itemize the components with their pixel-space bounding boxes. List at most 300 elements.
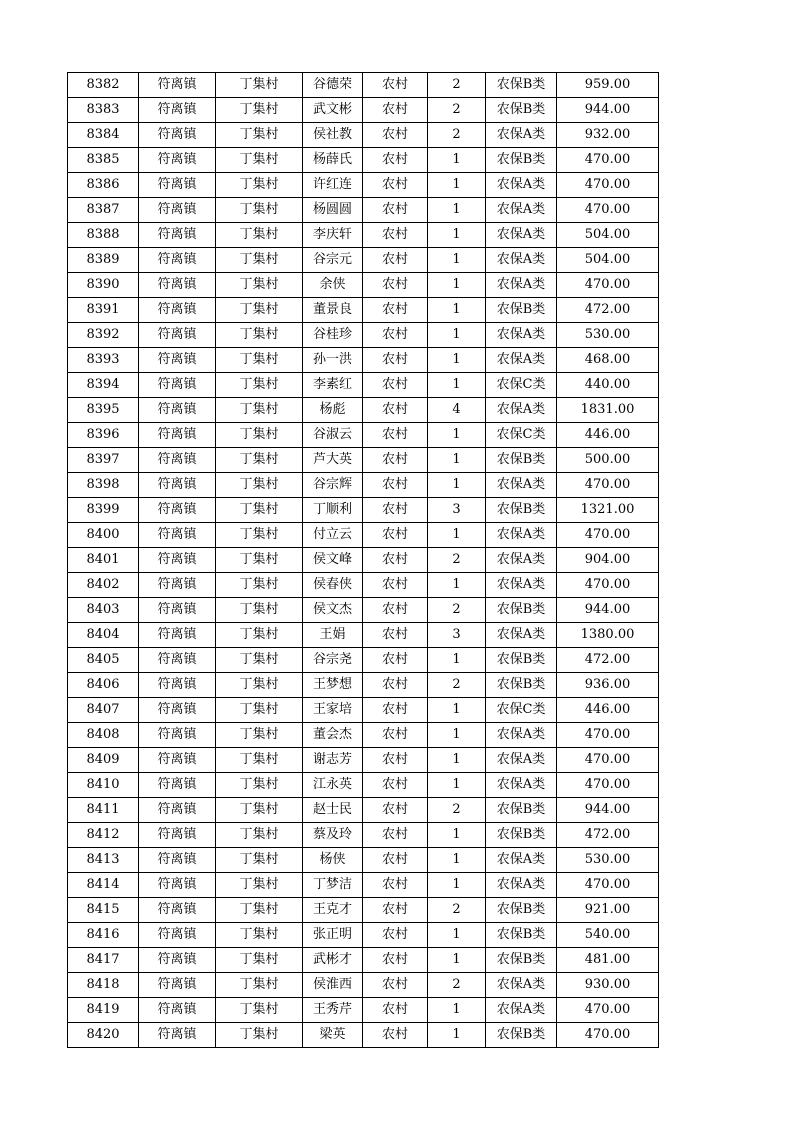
name-cell: 董会杰	[303, 723, 363, 748]
table-row	[68, 723, 659, 748]
household-size-cell: 1	[428, 223, 486, 248]
insurance-category-cell: 农保A类	[486, 723, 557, 748]
insurance-category-cell: 农保A类	[486, 198, 557, 223]
amount-cell: 470.00	[557, 998, 659, 1023]
household-size-cell: 1	[428, 373, 486, 398]
village-cell: 丁集村	[216, 73, 303, 98]
name-cell: 杨彪	[303, 398, 363, 423]
name-cell: 王克才	[303, 898, 363, 923]
township-cell: 符离镇	[139, 598, 216, 623]
township-cell: 符离镇	[139, 373, 216, 398]
household-size-cell: 2	[428, 123, 486, 148]
household-size-cell: 1	[428, 148, 486, 173]
table-row	[68, 123, 659, 148]
table-row	[68, 423, 659, 448]
household-size-cell: 1	[428, 923, 486, 948]
insurance-category-cell: 农保B类	[486, 648, 557, 673]
village-cell: 丁集村	[216, 898, 303, 923]
name-cell: 丁梦洁	[303, 873, 363, 898]
record-id-cell: 8398	[68, 473, 139, 498]
insurance-category-cell: 农保A类	[486, 873, 557, 898]
record-id-cell: 8403	[68, 598, 139, 623]
record-id-cell: 8412	[68, 823, 139, 848]
amount-cell: 944.00	[557, 798, 659, 823]
household-size-cell: 2	[428, 673, 486, 698]
record-id-cell: 8396	[68, 423, 139, 448]
record-id-cell: 8383	[68, 98, 139, 123]
insurance-category-cell: 农保B类	[486, 148, 557, 173]
household-type-cell: 农村	[363, 98, 428, 123]
household-type-cell: 农村	[363, 273, 428, 298]
household-type-cell: 农村	[363, 298, 428, 323]
household-type-cell: 农村	[363, 323, 428, 348]
name-cell: 董景良	[303, 298, 363, 323]
township-cell: 符离镇	[139, 473, 216, 498]
table-row	[68, 98, 659, 123]
household-type-cell: 农村	[363, 448, 428, 473]
household-size-cell: 1	[428, 773, 486, 798]
township-cell: 符离镇	[139, 348, 216, 373]
township-cell: 符离镇	[139, 898, 216, 923]
table-row	[68, 773, 659, 798]
table-row	[68, 498, 659, 523]
township-cell: 符离镇	[139, 1023, 216, 1048]
village-cell: 丁集村	[216, 148, 303, 173]
village-cell: 丁集村	[216, 973, 303, 998]
name-cell: 侯淮西	[303, 973, 363, 998]
record-id-cell: 8388	[68, 223, 139, 248]
table-row	[68, 448, 659, 473]
household-type-cell: 农村	[363, 648, 428, 673]
village-cell: 丁集村	[216, 273, 303, 298]
insurance-category-cell: 农保A类	[486, 473, 557, 498]
insurance-category-cell: 农保B类	[486, 823, 557, 848]
amount-cell: 472.00	[557, 298, 659, 323]
table-row	[68, 923, 659, 948]
table-row	[68, 148, 659, 173]
household-type-cell: 农村	[363, 123, 428, 148]
records-table	[67, 72, 659, 1048]
amount-cell: 470.00	[557, 273, 659, 298]
village-cell: 丁集村	[216, 398, 303, 423]
table-row	[68, 323, 659, 348]
records-table-body	[68, 73, 659, 1048]
record-id-cell: 8391	[68, 298, 139, 323]
name-cell: 余侠	[303, 273, 363, 298]
household-type-cell: 农村	[363, 948, 428, 973]
household-size-cell: 1	[428, 198, 486, 223]
village-cell: 丁集村	[216, 573, 303, 598]
amount-cell: 1380.00	[557, 623, 659, 648]
insurance-category-cell: 农保B类	[486, 98, 557, 123]
amount-cell: 446.00	[557, 423, 659, 448]
township-cell: 符离镇	[139, 623, 216, 648]
household-type-cell: 农村	[363, 798, 428, 823]
village-cell: 丁集村	[216, 698, 303, 723]
household-type-cell: 农村	[363, 398, 428, 423]
table-row	[68, 948, 659, 973]
village-cell: 丁集村	[216, 623, 303, 648]
insurance-category-cell: 农保B类	[486, 598, 557, 623]
township-cell: 符离镇	[139, 923, 216, 948]
township-cell: 符离镇	[139, 548, 216, 573]
township-cell: 符离镇	[139, 498, 216, 523]
village-cell: 丁集村	[216, 123, 303, 148]
amount-cell: 472.00	[557, 648, 659, 673]
village-cell: 丁集村	[216, 548, 303, 573]
amount-cell: 472.00	[557, 823, 659, 848]
amount-cell: 470.00	[557, 573, 659, 598]
amount-cell: 959.00	[557, 73, 659, 98]
name-cell: 谷宗尧	[303, 648, 363, 673]
name-cell: 谷宗元	[303, 248, 363, 273]
village-cell: 丁集村	[216, 448, 303, 473]
household-type-cell: 农村	[363, 573, 428, 598]
village-cell: 丁集村	[216, 673, 303, 698]
insurance-category-cell: 农保B类	[486, 923, 557, 948]
village-cell: 丁集村	[216, 998, 303, 1023]
household-type-cell: 农村	[363, 73, 428, 98]
amount-cell: 470.00	[557, 523, 659, 548]
insurance-category-cell: 农保B类	[486, 498, 557, 523]
table-row	[68, 748, 659, 773]
name-cell: 杨圆圆	[303, 198, 363, 223]
township-cell: 符离镇	[139, 648, 216, 673]
name-cell: 许红连	[303, 173, 363, 198]
township-cell: 符离镇	[139, 223, 216, 248]
household-size-cell: 4	[428, 398, 486, 423]
township-cell: 符离镇	[139, 748, 216, 773]
amount-cell: 468.00	[557, 348, 659, 373]
household-size-cell: 1	[428, 423, 486, 448]
household-type-cell: 农村	[363, 1023, 428, 1048]
township-cell: 符离镇	[139, 723, 216, 748]
township-cell: 符离镇	[139, 298, 216, 323]
village-cell: 丁集村	[216, 948, 303, 973]
name-cell: 王梦想	[303, 673, 363, 698]
record-id-cell: 8401	[68, 548, 139, 573]
household-type-cell: 农村	[363, 148, 428, 173]
record-id-cell: 8390	[68, 273, 139, 298]
record-id-cell: 8415	[68, 898, 139, 923]
insurance-category-cell: 农保A类	[486, 973, 557, 998]
record-id-cell: 8417	[68, 948, 139, 973]
table-row	[68, 848, 659, 873]
household-size-cell: 1	[428, 298, 486, 323]
household-size-cell: 1	[428, 873, 486, 898]
record-id-cell: 8392	[68, 323, 139, 348]
village-cell: 丁集村	[216, 598, 303, 623]
record-id-cell: 8393	[68, 348, 139, 373]
amount-cell: 470.00	[557, 773, 659, 798]
township-cell: 符离镇	[139, 798, 216, 823]
household-size-cell: 1	[428, 523, 486, 548]
table-row	[68, 223, 659, 248]
insurance-category-cell: 农保A类	[486, 748, 557, 773]
amount-cell: 504.00	[557, 248, 659, 273]
table-row	[68, 873, 659, 898]
name-cell: 侯文杰	[303, 598, 363, 623]
insurance-category-cell: 农保A类	[486, 273, 557, 298]
insurance-category-cell: 农保B类	[486, 898, 557, 923]
record-id-cell: 8404	[68, 623, 139, 648]
record-id-cell: 8386	[68, 173, 139, 198]
name-cell: 谷宗辉	[303, 473, 363, 498]
household-type-cell: 农村	[363, 748, 428, 773]
record-id-cell: 8385	[68, 148, 139, 173]
name-cell: 侯社教	[303, 123, 363, 148]
township-cell: 符离镇	[139, 848, 216, 873]
name-cell: 王秀芹	[303, 998, 363, 1023]
record-id-cell: 8410	[68, 773, 139, 798]
record-id-cell: 8406	[68, 673, 139, 698]
village-cell: 丁集村	[216, 98, 303, 123]
township-cell: 符离镇	[139, 948, 216, 973]
household-size-cell: 2	[428, 898, 486, 923]
insurance-category-cell: 农保C类	[486, 698, 557, 723]
household-type-cell: 农村	[363, 498, 428, 523]
village-cell: 丁集村	[216, 223, 303, 248]
village-cell: 丁集村	[216, 373, 303, 398]
insurance-category-cell: 农保B类	[486, 948, 557, 973]
household-size-cell: 1	[428, 948, 486, 973]
township-cell: 符离镇	[139, 248, 216, 273]
household-type-cell: 农村	[363, 773, 428, 798]
village-cell: 丁集村	[216, 173, 303, 198]
amount-cell: 921.00	[557, 898, 659, 923]
amount-cell: 904.00	[557, 548, 659, 573]
record-id-cell: 8397	[68, 448, 139, 473]
household-size-cell: 3	[428, 498, 486, 523]
household-type-cell: 农村	[363, 898, 428, 923]
table-row	[68, 73, 659, 98]
insurance-category-cell: 农保A类	[486, 173, 557, 198]
name-cell: 王娟	[303, 623, 363, 648]
insurance-category-cell: 农保A类	[486, 248, 557, 273]
record-id-cell: 8411	[68, 798, 139, 823]
village-cell: 丁集村	[216, 848, 303, 873]
household-type-cell: 农村	[363, 348, 428, 373]
table-row	[68, 298, 659, 323]
township-cell: 符离镇	[139, 873, 216, 898]
amount-cell: 481.00	[557, 948, 659, 973]
household-size-cell: 1	[428, 348, 486, 373]
township-cell: 符离镇	[139, 823, 216, 848]
insurance-category-cell: 农保A类	[486, 848, 557, 873]
village-cell: 丁集村	[216, 1023, 303, 1048]
table-row	[68, 523, 659, 548]
household-type-cell: 农村	[363, 373, 428, 398]
village-cell: 丁集村	[216, 523, 303, 548]
record-id-cell: 8394	[68, 373, 139, 398]
village-cell: 丁集村	[216, 348, 303, 373]
township-cell: 符离镇	[139, 523, 216, 548]
village-cell: 丁集村	[216, 648, 303, 673]
township-cell: 符离镇	[139, 973, 216, 998]
township-cell: 符离镇	[139, 123, 216, 148]
insurance-category-cell: 农保A类	[486, 398, 557, 423]
insurance-category-cell: 农保A类	[486, 623, 557, 648]
household-type-cell: 农村	[363, 873, 428, 898]
household-type-cell: 农村	[363, 973, 428, 998]
amount-cell: 930.00	[557, 973, 659, 998]
household-type-cell: 农村	[363, 623, 428, 648]
name-cell: 武文彬	[303, 98, 363, 123]
insurance-category-cell: 农保B类	[486, 298, 557, 323]
name-cell: 武彬才	[303, 948, 363, 973]
village-cell: 丁集村	[216, 923, 303, 948]
amount-cell: 470.00	[557, 148, 659, 173]
name-cell: 孙一洪	[303, 348, 363, 373]
household-size-cell: 1	[428, 173, 486, 198]
insurance-category-cell: 农保A类	[486, 773, 557, 798]
household-type-cell: 农村	[363, 473, 428, 498]
insurance-category-cell: 农保A类	[486, 323, 557, 348]
record-id-cell: 8409	[68, 748, 139, 773]
name-cell: 江永英	[303, 773, 363, 798]
name-cell: 侯文峰	[303, 548, 363, 573]
amount-cell: 1831.00	[557, 398, 659, 423]
village-cell: 丁集村	[216, 248, 303, 273]
name-cell: 杨侠	[303, 848, 363, 873]
table-row	[68, 673, 659, 698]
name-cell: 李庆轩	[303, 223, 363, 248]
name-cell: 李素红	[303, 373, 363, 398]
name-cell: 张正明	[303, 923, 363, 948]
amount-cell: 944.00	[557, 598, 659, 623]
amount-cell: 470.00	[557, 873, 659, 898]
amount-cell: 530.00	[557, 323, 659, 348]
table-row	[68, 373, 659, 398]
household-size-cell: 1	[428, 573, 486, 598]
record-id-cell: 8416	[68, 923, 139, 948]
household-size-cell: 1	[428, 848, 486, 873]
record-id-cell: 8419	[68, 998, 139, 1023]
household-type-cell: 农村	[363, 598, 428, 623]
table-row	[68, 473, 659, 498]
amount-cell: 470.00	[557, 473, 659, 498]
record-id-cell: 8395	[68, 398, 139, 423]
household-size-cell: 1	[428, 248, 486, 273]
household-size-cell: 3	[428, 623, 486, 648]
township-cell: 符离镇	[139, 998, 216, 1023]
township-cell: 符离镇	[139, 198, 216, 223]
township-cell: 符离镇	[139, 423, 216, 448]
household-type-cell: 农村	[363, 423, 428, 448]
name-cell: 谷德荣	[303, 73, 363, 98]
amount-cell: 470.00	[557, 173, 659, 198]
household-size-cell: 2	[428, 98, 486, 123]
name-cell: 杨薛氏	[303, 148, 363, 173]
village-cell: 丁集村	[216, 873, 303, 898]
amount-cell: 470.00	[557, 1023, 659, 1048]
township-cell: 符离镇	[139, 773, 216, 798]
amount-cell: 936.00	[557, 673, 659, 698]
amount-cell: 440.00	[557, 373, 659, 398]
amount-cell: 504.00	[557, 223, 659, 248]
record-id-cell: 8413	[68, 848, 139, 873]
insurance-category-cell: 农保B类	[486, 673, 557, 698]
household-size-cell: 1	[428, 698, 486, 723]
amount-cell: 530.00	[557, 848, 659, 873]
insurance-category-cell: 农保C类	[486, 373, 557, 398]
table-row	[68, 598, 659, 623]
township-cell: 符离镇	[139, 173, 216, 198]
insurance-category-cell: 农保B类	[486, 73, 557, 98]
table-row	[68, 248, 659, 273]
household-type-cell: 农村	[363, 998, 428, 1023]
name-cell: 芦大英	[303, 448, 363, 473]
village-cell: 丁集村	[216, 823, 303, 848]
insurance-category-cell: 农保A类	[486, 548, 557, 573]
household-type-cell: 农村	[363, 823, 428, 848]
name-cell: 谷桂珍	[303, 323, 363, 348]
household-size-cell: 1	[428, 473, 486, 498]
household-type-cell: 农村	[363, 248, 428, 273]
amount-cell: 944.00	[557, 98, 659, 123]
record-id-cell: 8420	[68, 1023, 139, 1048]
amount-cell: 500.00	[557, 448, 659, 473]
name-cell: 赵士民	[303, 798, 363, 823]
household-type-cell: 农村	[363, 923, 428, 948]
insurance-category-cell: 农保B类	[486, 1023, 557, 1048]
table-row	[68, 273, 659, 298]
household-type-cell: 农村	[363, 848, 428, 873]
record-id-cell: 8382	[68, 73, 139, 98]
village-cell: 丁集村	[216, 773, 303, 798]
insurance-category-cell: 农保A类	[486, 123, 557, 148]
household-size-cell: 2	[428, 548, 486, 573]
village-cell: 丁集村	[216, 798, 303, 823]
township-cell: 符离镇	[139, 98, 216, 123]
insurance-category-cell: 农保B类	[486, 448, 557, 473]
table-row	[68, 998, 659, 1023]
household-size-cell: 1	[428, 1023, 486, 1048]
household-type-cell: 农村	[363, 673, 428, 698]
village-cell: 丁集村	[216, 323, 303, 348]
record-id-cell: 8405	[68, 648, 139, 673]
record-id-cell: 8402	[68, 573, 139, 598]
household-type-cell: 农村	[363, 548, 428, 573]
household-size-cell: 1	[428, 723, 486, 748]
table-row	[68, 398, 659, 423]
household-size-cell: 2	[428, 798, 486, 823]
household-size-cell: 1	[428, 998, 486, 1023]
household-size-cell: 1	[428, 648, 486, 673]
table-row	[68, 198, 659, 223]
table-row	[68, 648, 659, 673]
household-type-cell: 农村	[363, 523, 428, 548]
household-type-cell: 农村	[363, 173, 428, 198]
amount-cell: 446.00	[557, 698, 659, 723]
amount-cell: 470.00	[557, 748, 659, 773]
insurance-category-cell: 农保A类	[486, 223, 557, 248]
insurance-category-cell: 农保A类	[486, 573, 557, 598]
household-size-cell: 1	[428, 273, 486, 298]
amount-cell: 470.00	[557, 723, 659, 748]
village-cell: 丁集村	[216, 423, 303, 448]
village-cell: 丁集村	[216, 498, 303, 523]
record-id-cell: 8389	[68, 248, 139, 273]
household-type-cell: 农村	[363, 723, 428, 748]
record-id-cell: 8387	[68, 198, 139, 223]
record-id-cell: 8408	[68, 723, 139, 748]
name-cell: 侯春侠	[303, 573, 363, 598]
table-row	[68, 348, 659, 373]
name-cell: 谢志芳	[303, 748, 363, 773]
insurance-category-cell: 农保B类	[486, 798, 557, 823]
township-cell: 符离镇	[139, 398, 216, 423]
